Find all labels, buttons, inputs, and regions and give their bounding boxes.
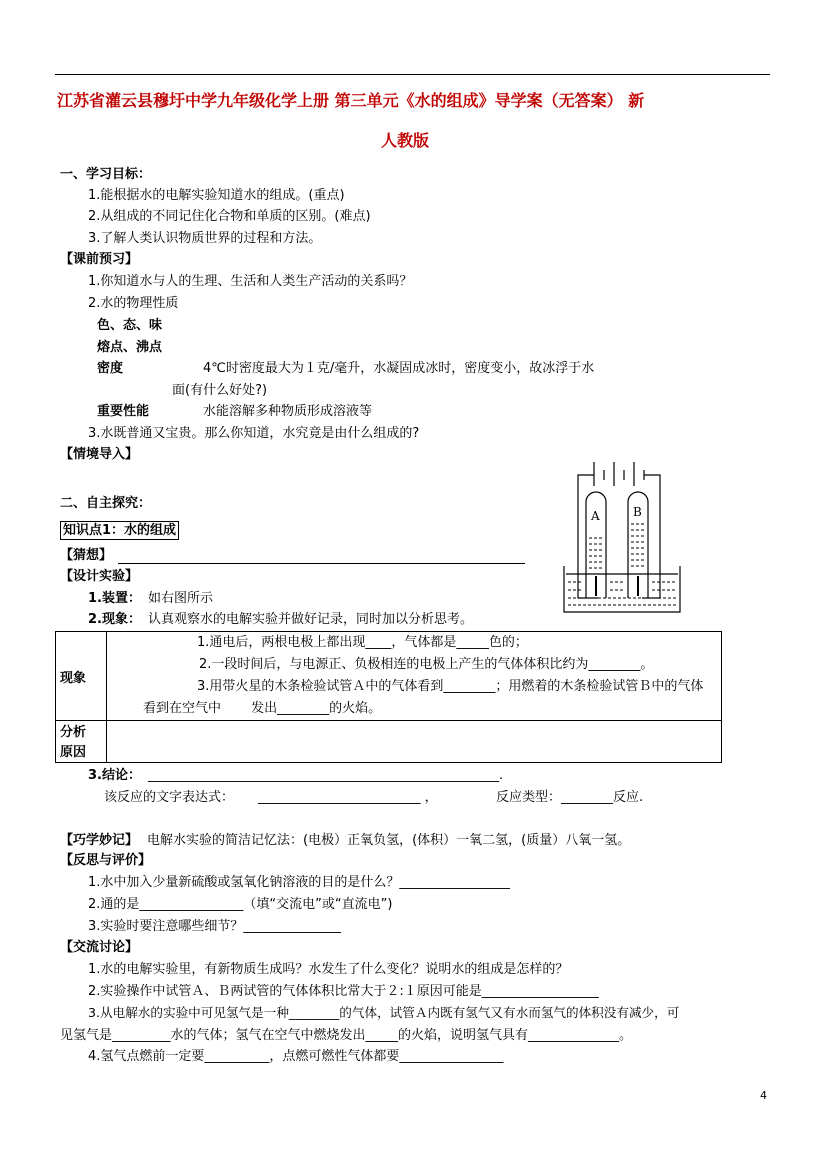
phenomenon-row-3b: 看到在空气中 发出________的火焰。 bbox=[143, 701, 382, 716]
guess-blank-line bbox=[118, 563, 525, 564]
expression-blank[interactable]: _________________________ ， bbox=[258, 790, 438, 805]
knowledge-point-box: 知识点1：水的组成 bbox=[60, 521, 179, 540]
preview-heading: 【课前预习】 bbox=[60, 252, 139, 267]
reflect-heading: 【反思与评价】 bbox=[60, 853, 152, 868]
preview-q3: 3.水既普通又宝贵。那么你知道，水究竟是由什么组成的? bbox=[88, 426, 420, 441]
table-row bbox=[56, 721, 722, 763]
prop-important-label: 重要性能 bbox=[97, 404, 150, 419]
section2-heading: 二、自主探究： bbox=[60, 496, 152, 511]
table-header-analysis bbox=[56, 721, 107, 763]
prop-density-text: 4℃时密度最大为１克/毫升，水凝固成冰时，密度变小，故冰浮于水 bbox=[203, 361, 595, 376]
prop-melt: 熔点、沸点 bbox=[97, 340, 163, 355]
header-rule bbox=[55, 74, 770, 75]
objective-3: 3.了解人类认识物质世界的过程和方法。 bbox=[88, 231, 322, 246]
electrolysis-apparatus-diagram bbox=[558, 458, 686, 618]
objective-1: 1.能根据水的电解实验知道水的组成。(重点) bbox=[88, 188, 345, 203]
tube-a-label: A bbox=[591, 509, 600, 523]
observation-table bbox=[55, 631, 722, 763]
reflect-q1: 1.水中加入少量新硫酸或氢氧化钠溶液的目的是什么？_________________ bbox=[88, 875, 510, 890]
discuss-q3a: 3.从电解水的实验中可见氢气是一种________的气体，试管Ａ内既有氢气又有水而氢气的体积没有减少，可 bbox=[88, 1005, 680, 1020]
phenomenon-label: 2.现象： bbox=[88, 612, 141, 627]
design-heading: 【设计实验】 bbox=[60, 569, 139, 584]
table-header-phenomenon: 现象 bbox=[56, 632, 107, 721]
prop-density-text2: 面(有什么好处?) bbox=[172, 383, 268, 398]
mnemonic-label: 【巧学妙记】 bbox=[60, 833, 139, 848]
doc-title-line2: 人教版 bbox=[381, 131, 430, 150]
preview-q1: 1.你知道水与人的生理、生活和人类生产活动的关系吗？ bbox=[88, 274, 413, 289]
prop-color: 色、态、味 bbox=[97, 318, 163, 333]
conclusion-label: 3.结论： bbox=[88, 768, 141, 783]
prop-density-label: 密度 bbox=[97, 361, 124, 376]
phenomenon-row-3a: 3.用带火星的木条检验试管Ａ中的气体看到________；用燃着的木条检验试管Ｂ中的气体 bbox=[197, 679, 704, 694]
table-row bbox=[56, 632, 722, 721]
device-label: 1.装置： bbox=[88, 591, 141, 606]
reflect-q2: 2.通的是________________（填“交流电”或“直流电”) bbox=[88, 897, 393, 912]
mnemonic-text: 电解水实验的简洁记忆法：(电极）正氧负氢，(体积）一氧二氢，(质量）八氧一氢。 bbox=[147, 833, 631, 848]
phenomenon-row-2: 2.一段时间后，与电源正、负极相连的电极上产生的气体体积比约为________。 bbox=[199, 657, 654, 672]
analysis-header-line2: 原因 bbox=[60, 744, 87, 760]
discuss-q4: 4.氢气点燃前一定要__________，点燃可燃性气体都要________________ bbox=[88, 1049, 504, 1064]
reaction-type[interactable]: 反应类型：________反应. bbox=[496, 790, 644, 805]
guess-heading: 【猜想】 bbox=[60, 548, 113, 563]
discuss-q2: 2.实验操作中试管Ａ、Ｂ两试管的气体体积比常大于２:１原因可能是__________________ bbox=[88, 984, 599, 999]
expression-label: 该反应的文字表达式： bbox=[104, 790, 235, 805]
tube-b-label: B bbox=[633, 505, 642, 519]
phenomenon-text: 认真观察水的电解实验并做好记录，同时加以分析思考。 bbox=[148, 612, 474, 627]
section1-heading: 一、学习目标： bbox=[60, 167, 152, 182]
preview-q2: 2.水的物理性质 bbox=[88, 296, 179, 311]
scene-heading: 【情境导入】 bbox=[60, 447, 139, 462]
objective-2: 2.从组成的不同记住化合物和单质的区别。(难点) bbox=[88, 209, 371, 224]
discuss-q1: 1.水的电解实验里，有新物质生成吗？水发生了什么变化？说明水的组成是怎样的？ bbox=[88, 962, 569, 977]
page-number: 4 bbox=[760, 1089, 767, 1102]
doc-title-line1: 江苏省灌云县穆圩中学九年级化学上册 第三单元《水的组成》导学案（无答案） 新 bbox=[57, 91, 645, 110]
discuss-q3b: 见氢气是_________水的气体；氢气在空气中燃烧发出_____的火焰，说明氢气具有______________。 bbox=[60, 1028, 633, 1043]
discuss-heading: 【交流讨论】 bbox=[60, 940, 139, 955]
device-text: 如右图所示 bbox=[148, 591, 214, 606]
analysis-cell[interactable] bbox=[107, 721, 722, 763]
analysis-header-line1: 分析 bbox=[60, 724, 87, 740]
prop-important-text: 水能溶解多种物质形成溶液等 bbox=[203, 404, 373, 419]
reflect-q3: 3.实验时要注意哪些细节？_______________ bbox=[88, 919, 341, 934]
conclusion-blank[interactable]: ______________________________________________________. bbox=[148, 768, 504, 783]
phenomenon-row-1: 1.通电后，两根电极上都出现____，气体都是_____色的； bbox=[197, 635, 528, 650]
